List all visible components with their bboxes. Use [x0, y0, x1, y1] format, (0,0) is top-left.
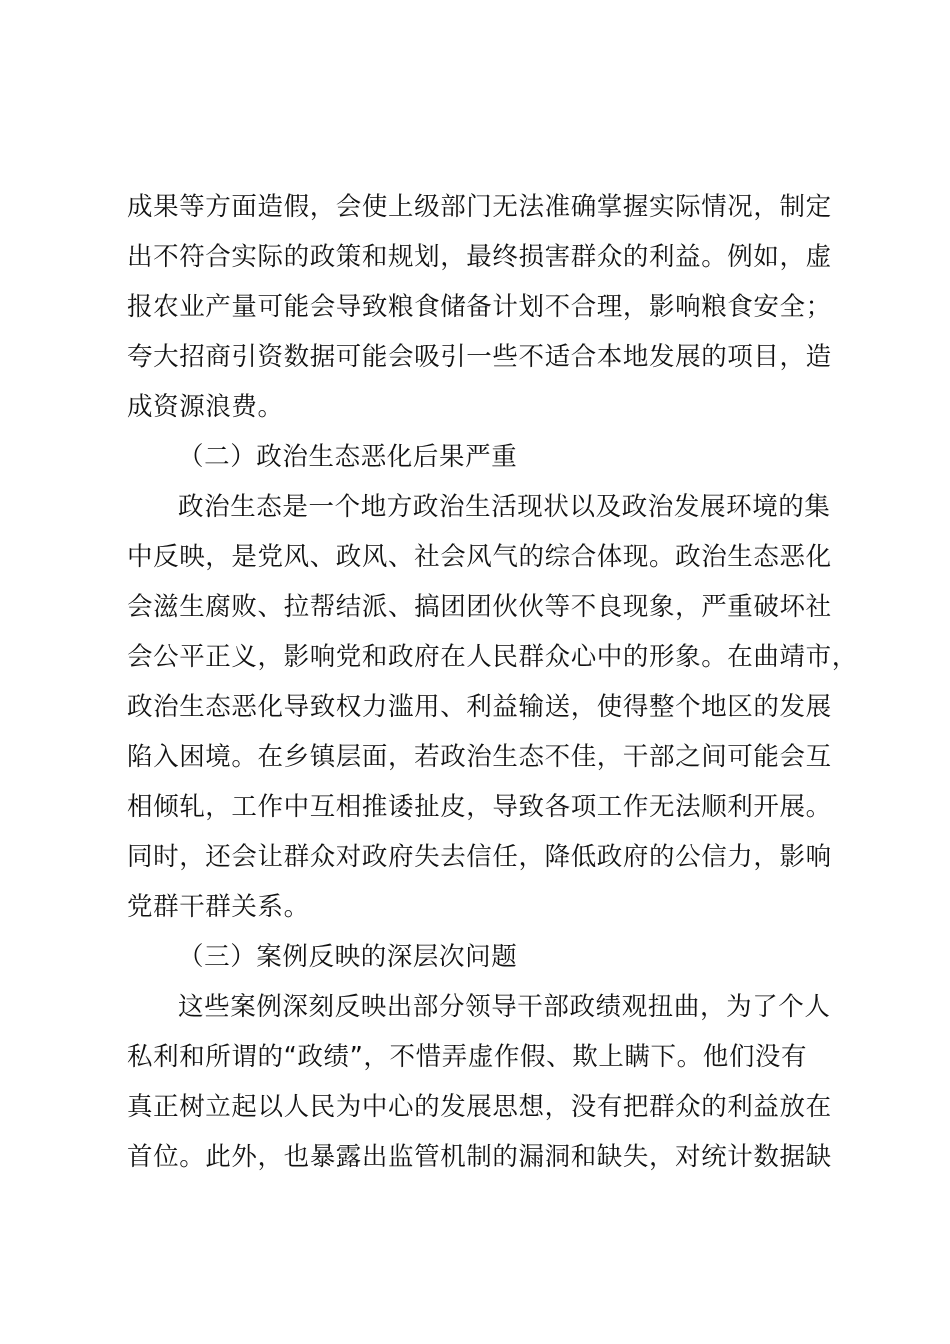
text-line: 会滋生腐败、拉帮结派、搞团团伙伙等不良现象，严重破坏社	[127, 592, 832, 622]
section-heading: （二）政治生态恶化后果严重	[178, 442, 518, 472]
text-line: 会公平正义，影响党和政府在人民群众心中的形象。在曲靖市，	[127, 642, 858, 672]
paragraph-first-line: 这些案例深刻反映出部分领导干部政绩观扭曲，为了个人	[178, 992, 831, 1022]
text-line: 首位。此外，也暴露出监管机制的漏洞和缺失，对统计数据缺	[127, 1142, 832, 1172]
text-line: 成资源浪费。	[127, 392, 284, 422]
text-line: 夸大招商引资数据可能会吸引一些不适合本地发展的项目，造	[127, 342, 832, 372]
text-line: 报农业产量可能会导致粮食储备计划不合理，影响粮食安全；	[127, 292, 832, 322]
text-line: 政治生态恶化导致权力滥用、利益输送，使得整个地区的发展	[127, 692, 832, 722]
text-line: 真正树立起以人民为中心的发展思想，没有把群众的利益放在	[127, 1092, 832, 1122]
text-line: 相倾轧，工作中互相推诿扯皮，导致各项工作无法顺利开展。	[127, 792, 832, 822]
document-body	[127, 182, 858, 1182]
text-line: 陷入困境。在乡镇层面，若政治生态不佳，干部之间可能会互	[127, 742, 832, 772]
text-line: 同时，还会让群众对政府失去信任，降低政府的公信力，影响	[127, 842, 832, 872]
text-line: 出不符合实际的政策和规划，最终损害群众的利益。例如，虚	[127, 242, 832, 272]
text-line: 中反映，是党风、政风、社会风气的综合体现。政治生态恶化	[127, 542, 832, 572]
text-line: 私利和所谓的“政绩”，不惜弄虚作假、欺上瞒下。他们没有	[127, 1042, 808, 1072]
text-line: 党群干群关系。	[127, 892, 310, 922]
section-heading: （三）案例反映的深层次问题	[178, 942, 518, 972]
text-line: 成果等方面造假，会使上级部门无法准确掌握实际情况，制定	[127, 192, 832, 222]
paragraph-first-line: 政治生态是一个地方政治生活现状以及政治发展环境的集	[178, 492, 831, 522]
